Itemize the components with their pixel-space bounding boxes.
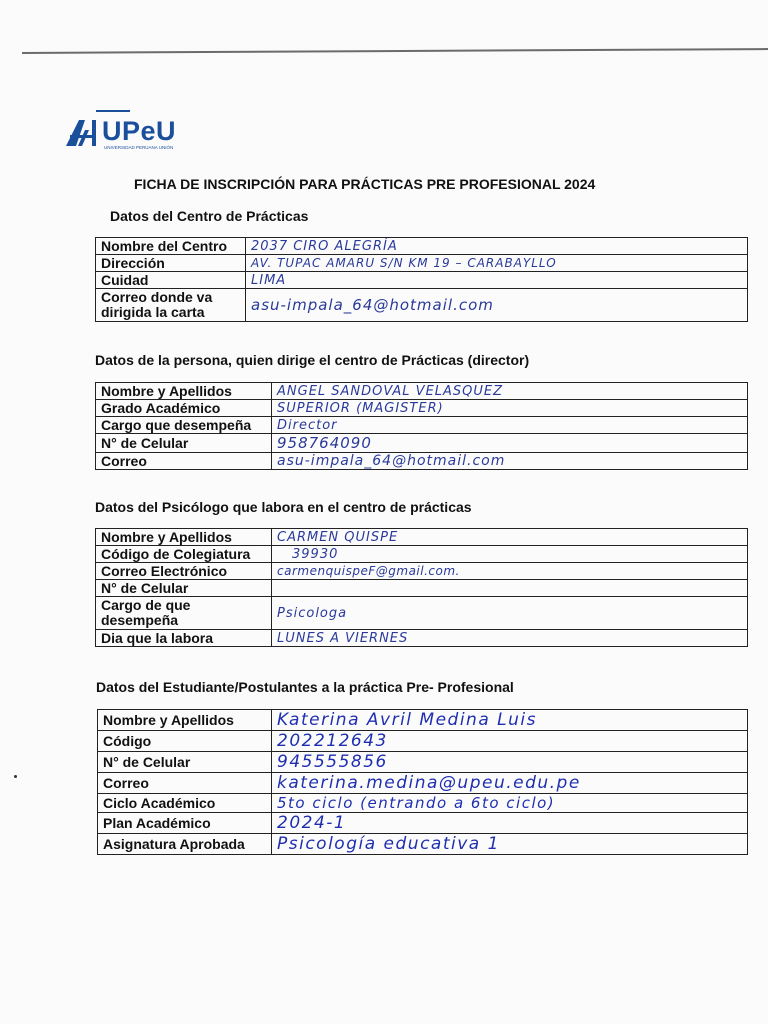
field-value: asu-impala_64@hotmail.com <box>246 289 748 322</box>
field-value: AV. TUPAC AMARU S/N KM 19 – CARABAYLLO <box>246 255 748 272</box>
table-row <box>96 597 748 630</box>
field-label: N° de Celular <box>98 752 272 773</box>
field-value: Katerina Avril Medina Luis <box>272 710 748 731</box>
field-value: 945555856 <box>272 752 748 773</box>
field-value: 5to ciclo (entrando a 6to ciclo) <box>272 794 748 813</box>
table-director <box>95 382 748 470</box>
table-row <box>98 731 748 752</box>
field-label: Nombre y Apellidos <box>98 710 272 731</box>
field-label: Dia que la labora <box>96 630 272 647</box>
logo-top-line <box>96 110 130 112</box>
table-row <box>96 238 748 255</box>
section-title-psicologo: Datos del Psicólogo que labora en el centro de prácticas <box>95 499 472 515</box>
table-row <box>98 813 748 834</box>
table-row <box>96 453 748 470</box>
logo-subtitle: UNIVERSIDAD PERUANA UNIÓN <box>104 145 174 150</box>
field-value: Psicología educativa 1 <box>272 834 748 855</box>
table-row <box>96 417 748 434</box>
section-title-centro: Datos del Centro de Prácticas <box>110 208 309 224</box>
section-title-director: Datos de la persona, quien dirige el centro de Prácticas (director) <box>95 352 530 368</box>
field-value: 202212643 <box>272 731 748 752</box>
table-row <box>96 289 748 322</box>
field-label: N° de Celular <box>96 434 272 453</box>
field-label: Correo Electrónico <box>96 563 272 580</box>
field-label: Dirección <box>96 255 246 272</box>
table-row <box>96 383 748 400</box>
field-label: Código de Colegiatura <box>96 546 272 563</box>
field-value: 958764090 <box>272 434 748 453</box>
field-value: 39930 <box>272 546 748 563</box>
field-value <box>272 580 748 597</box>
table-row <box>96 529 748 546</box>
field-value: ANGEL SANDOVAL VELASQUEZ <box>272 383 748 400</box>
field-label: Correo <box>96 453 272 470</box>
table-row <box>96 630 748 647</box>
table-psicologo <box>95 528 748 647</box>
table-row <box>98 752 748 773</box>
field-value: Director <box>272 417 748 434</box>
field-label: Ciclo Académico <box>98 794 272 813</box>
section-title-estudiante: Datos del Estudiante/Postulantes a la práctica Pre- Profesional <box>96 679 514 695</box>
table-row <box>96 255 748 272</box>
field-value: carmenquispeF@gmail.com. <box>272 563 748 580</box>
field-value: 2037 CIRO ALEGRÍA <box>246 238 748 255</box>
table-row <box>96 546 748 563</box>
field-label: N° de Celular <box>96 580 272 597</box>
table-row <box>96 400 748 417</box>
table-row <box>98 794 748 813</box>
table-row <box>98 710 748 731</box>
field-label: Correo <box>98 773 272 794</box>
field-value: SUPERIOR (MAGISTER) <box>272 400 748 417</box>
table-row <box>96 272 748 289</box>
field-label: Plan Académico <box>98 813 272 834</box>
table-row <box>96 434 748 453</box>
field-label: Cargo de que desempeña <box>96 597 272 630</box>
field-label: Código <box>98 731 272 752</box>
scan-edge-line <box>22 48 768 54</box>
field-label: Asignatura Aprobada <box>98 834 272 855</box>
upeu-logo <box>66 108 206 154</box>
field-label: Nombre del Centro <box>96 238 246 255</box>
document-title: FICHA DE INSCRIPCIÓN PARA PRÁCTICAS PRE PROFESIONAL 2024 <box>134 176 596 192</box>
field-value: Psicologa <box>272 597 748 630</box>
field-label: Cuidad <box>96 272 246 289</box>
field-value: katerina.medina@upeu.edu.pe <box>272 773 748 794</box>
table-row <box>98 773 748 794</box>
upeu-logo-icon <box>66 118 100 146</box>
field-label: Nombre y Apellidos <box>96 529 272 546</box>
field-value: CARMEN QUISPE <box>272 529 748 546</box>
field-label: Nombre y Apellidos <box>96 383 272 400</box>
field-value: 2024-1 <box>272 813 748 834</box>
scan-speck <box>14 775 17 778</box>
field-value: LUNES A VIERNES <box>272 630 748 647</box>
table-row <box>96 563 748 580</box>
field-label: Cargo que desempeña <box>96 417 272 434</box>
logo-text: UPeU <box>102 116 177 146</box>
field-label: Grado Académico <box>96 400 272 417</box>
field-value: LIMA <box>246 272 748 289</box>
table-centro <box>95 237 748 322</box>
field-value: asu-impala_64@hotmail.com <box>272 453 748 470</box>
field-label: Correo donde va dirigida la carta <box>96 289 246 322</box>
table-estudiante <box>97 709 748 855</box>
table-row <box>96 580 748 597</box>
table-row <box>98 834 748 855</box>
